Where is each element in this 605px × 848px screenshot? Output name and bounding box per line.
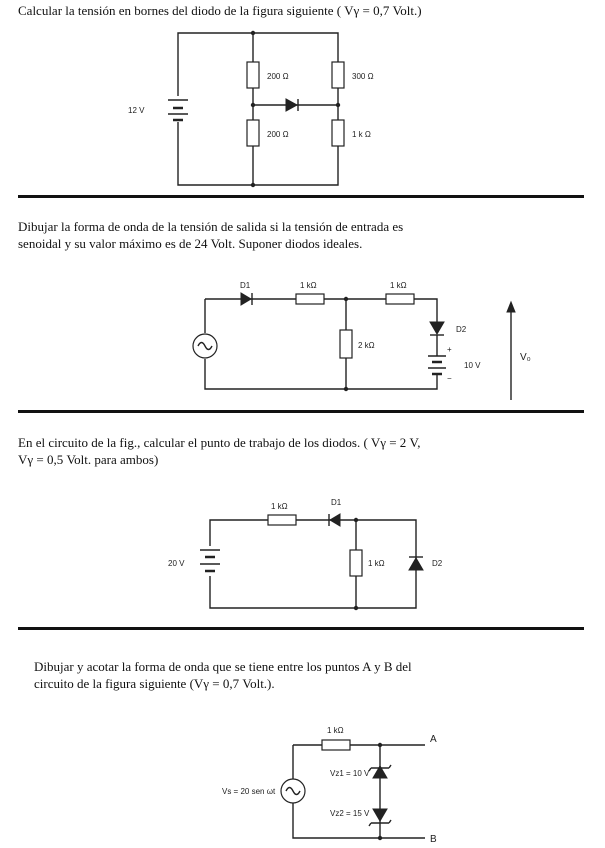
circuit-4-source-label: Vs = 20 sen ωt xyxy=(222,787,276,796)
circuit-4-b-label: B xyxy=(430,834,437,845)
problem-3-line-1: En el circuito de la fig., calcular el punto de trabajo de los diodos. ( Vγ = 2 V, xyxy=(18,435,421,450)
circuit-1-r2-label: 300 Ω xyxy=(352,72,374,81)
circuit-3-r1-label: 1 kΩ xyxy=(271,502,288,511)
circuit-2-r3-label: 2 kΩ xyxy=(358,341,375,350)
problem-4-line-2: circuito de la figura siguiente (Vγ = 0,7 Volt.). xyxy=(34,676,275,691)
problem-2-line-1: Dibujar la forma de onda de la tensión de salida si la tensión de entrada es xyxy=(18,219,404,234)
problem-4-line-1: Dibujar y acotar la forma de onda que se tiene entre los puntos A y B del xyxy=(34,659,412,674)
circuit-1-source-label: 12 V xyxy=(128,106,145,115)
circuit-4-r1-label: 1 kΩ xyxy=(327,726,344,735)
circuit-2-battery-label: 10 V xyxy=(464,361,481,370)
circuit-1-r3-label: 200 Ω xyxy=(267,130,289,139)
circuit-2-r1-label: 1 kΩ xyxy=(300,281,317,290)
circuit-2-minus-label: − xyxy=(447,374,452,383)
circuit-1-r4-label: 1 k Ω xyxy=(352,130,371,139)
circuit-4-dz2-label: Vz2 = 15 V xyxy=(330,809,370,818)
circuit-4-dz1-label: Vz1 = 10 V xyxy=(330,769,370,778)
circuit-2-plus-label: + xyxy=(447,345,452,354)
circuit-1-r1-label: 200 Ω xyxy=(267,72,289,81)
circuit-4-a-label: A xyxy=(430,734,437,745)
circuit-2-vo-label: V₀ xyxy=(520,352,531,363)
circuit-2-d2-label: D2 xyxy=(456,325,467,334)
problem-1-line-1: Calcular la tensión en bornes del diodo de la figura siguiente ( Vγ = 0,7 Volt.) xyxy=(18,3,422,18)
problem-3-line-2: Vγ = 0,5 Volt. para ambos) xyxy=(18,452,159,467)
circuit-3-source-label: 20 V xyxy=(168,559,185,568)
circuit-3-d2-label: D2 xyxy=(432,559,443,568)
circuit-3-r2-label: 1 kΩ xyxy=(368,559,385,568)
problem-2-line-2: senoidal y su valor máximo es de 24 Volt. Suponer diodos ideales. xyxy=(18,236,363,251)
circuit-2-d1-label: D1 xyxy=(240,281,251,290)
circuit-3-d1-label: D1 xyxy=(331,498,342,507)
circuit-2-r2-label: 1 kΩ xyxy=(390,281,407,290)
